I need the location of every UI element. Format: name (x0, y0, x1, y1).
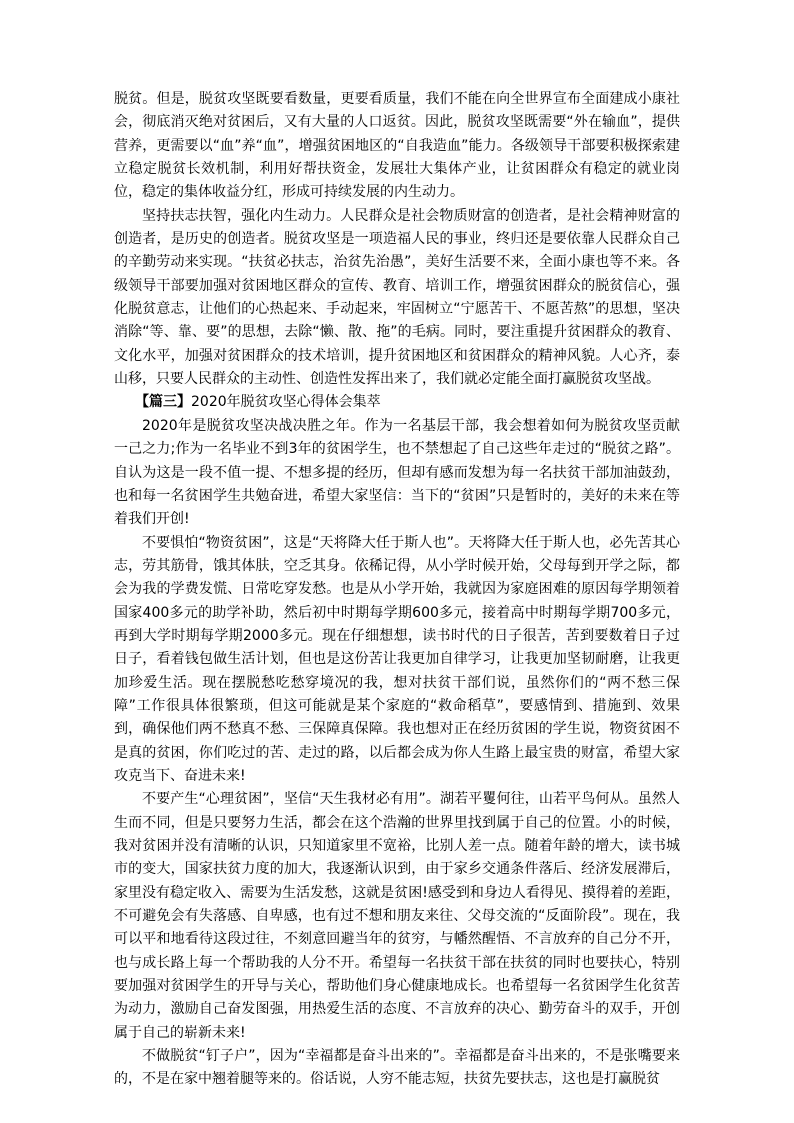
paragraph-2: 坚持扶志扶智，强化内生动力。人民群众是社会物质财富的创造者，是社会精神财富的创造者，是历史的创造者。脱贫攻坚是一项造福人民的事业，终归还是要依靠人民群众自己的辛勤劳动来实现。“扶贫必扶志，治贫先治愚”，美好生活要不来，全面小康也等不来。各级领导干部要加强对贫困地区群众的宣传、教育、培训工作，增强贫困群众的脱贫信心，强化脱贫意志，让他们的心热起来、手动起来，牢固树立“宁愿苦干、不愿苦熬”的思想，坚决消除“等、靠、要”的思想，去除“懒、散、拖”的毛病。同时，要注重提升贫困群众的教育、文化水平，加强对贫困群众的技术培训，提升贫困地区和贫困群众的精神风貌。人心齐，泰山移，只要人民群众的主动性、创造性发挥出来了，我们就必定能全面打赢脱贫攻坚战。 (114, 207, 680, 388)
section-paragraph-4: 不做脱贫“钉子户”，因为“幸福都是奋斗出来的”。幸福都是奋斗出来的，不是张嘴要来的，不是在家中翘着腿等来的。俗话说，人穷不能志短，扶贫先要扶志，这也是打赢脱贫 (114, 1048, 680, 1088)
document-page (114, 88, 680, 1092)
section-heading (114, 391, 680, 414)
section-heading-label: 【篇三】 (135, 394, 191, 411)
section-paragraph-2: 不要惧怕“物资贫困”，这是“天将降大任于斯人也”。天将降大任于斯人也，必先苦其心志，劳其筋骨，饿其体肤，空乏其身。依稀记得，从小学时候开始，父母每到开学之际，都会为我的学费发慌、日常吃穿发愁。也是从小学开始，我就因为家庭困难的原因每学期领着国家400多元的助学补助，然后初中时期每学期600多元，接着高中时期每学期700多元，再到大学时期每学期2000多元。现在仔细想想，读书时代的日子很苦，苦到要数着日子过日子，看着钱包做生活计划，但也是这份苦让我更加自律学习，让我更加坚韧耐磨，让我更加珍爱生活。现在摆脱愁吃愁穿境况的我，想对扶贫干部们说，虽然你们的“两不愁三保障”工作很具体很繁琐，但这可能就是某个家庭的“救命稻草”，要感情到、措施到、效果到，确保他们两不愁真不愁、三保障真保障。我也想对正在经历贫困的学生说，物资贫困不是真的贫困，你们吃过的苦、走过的路，以后都会成为你人生路上最宝贵的财富，希望大家攻克当下、奋进未来! (114, 534, 680, 784)
section-paragraph-1: 2020年是脱贫攻坚决战决胜之年。作为一名基层干部，我会想着如何为脱贫攻坚贡献一己之力;作为一名毕业不到3年的贫困学生，也不禁想起了自己这些年走过的“脱贫之路”。自认为这是一段不值一提、不想多提的经历，但却有感而发想为每一名扶贫干部加油鼓劲，也和每一名贫困学生共勉奋进，希望大家坚信：当下的“贫困”只是暂时的，美好的未来在等着我们开创! (114, 417, 680, 528)
section-heading-title: 2020年脱贫攻坚心得体会集萃 (191, 394, 381, 411)
section-paragraph-3: 不要产生“心理贫困”，坚信“天生我材必有用”。湖若平矍何往，山若平鸟何从。虽然人生而不同，但是只要努力生活，都会在这个浩瀚的世界里找到属于自己的位置。小的时候，我对贫困并没有清晰的认识，只知道家里不宽裕，比别人差一点。随着年龄的增大，读书城市的变大，国家扶贫力度的加大，我逐渐认识到，由于家乡交通条件落后、经济发展滞后，家里没有稳定收入、需要为生活发愁，这就是贫困!感受到和身边人看得见、摸得着的差距，不可避免会有失落感、自卑感，也有过不想和朋友来往、父母交流的“反面阶段”。现在，我可以平和地看待这段过往，不刻意回避当年的贫穷，与幡然醒悟、不言放弃的自己分不开，也与成长路上每一个帮助我的人分不开。希望每一名扶贫干部在扶贫的同时也要扶心，特别要加强对贫困学生的开导与关心，帮助他们身心健康地成长。也希望每一名贫困学生化贫苦为动力，激励自己奋发图强，用热爱生活的态度、不言放弃的决心、勤劳奋斗的双手，开创属于自己的崭新未来! (114, 791, 680, 1041)
paragraph-1: 脱贫。但是，脱贫攻坚既要看数量，更要看质量，我们不能在向全世界宣布全面建成小康社会，彻底消灭绝对贫困后，又有大量的人口返贫。因此，脱贫攻坚既需要“外在输血”，提供营养，更需要以“血”养“血”，增强贫困地区的“自我造血”能力。各级领导干部要积极探索建立稳定脱贫长效机制，利用好帮扶资金，发展壮大集体产业，让贫困群众有稳定的就业岗位，稳定的集体收益分红，形成可持续发展的内生动力。 (114, 91, 680, 201)
